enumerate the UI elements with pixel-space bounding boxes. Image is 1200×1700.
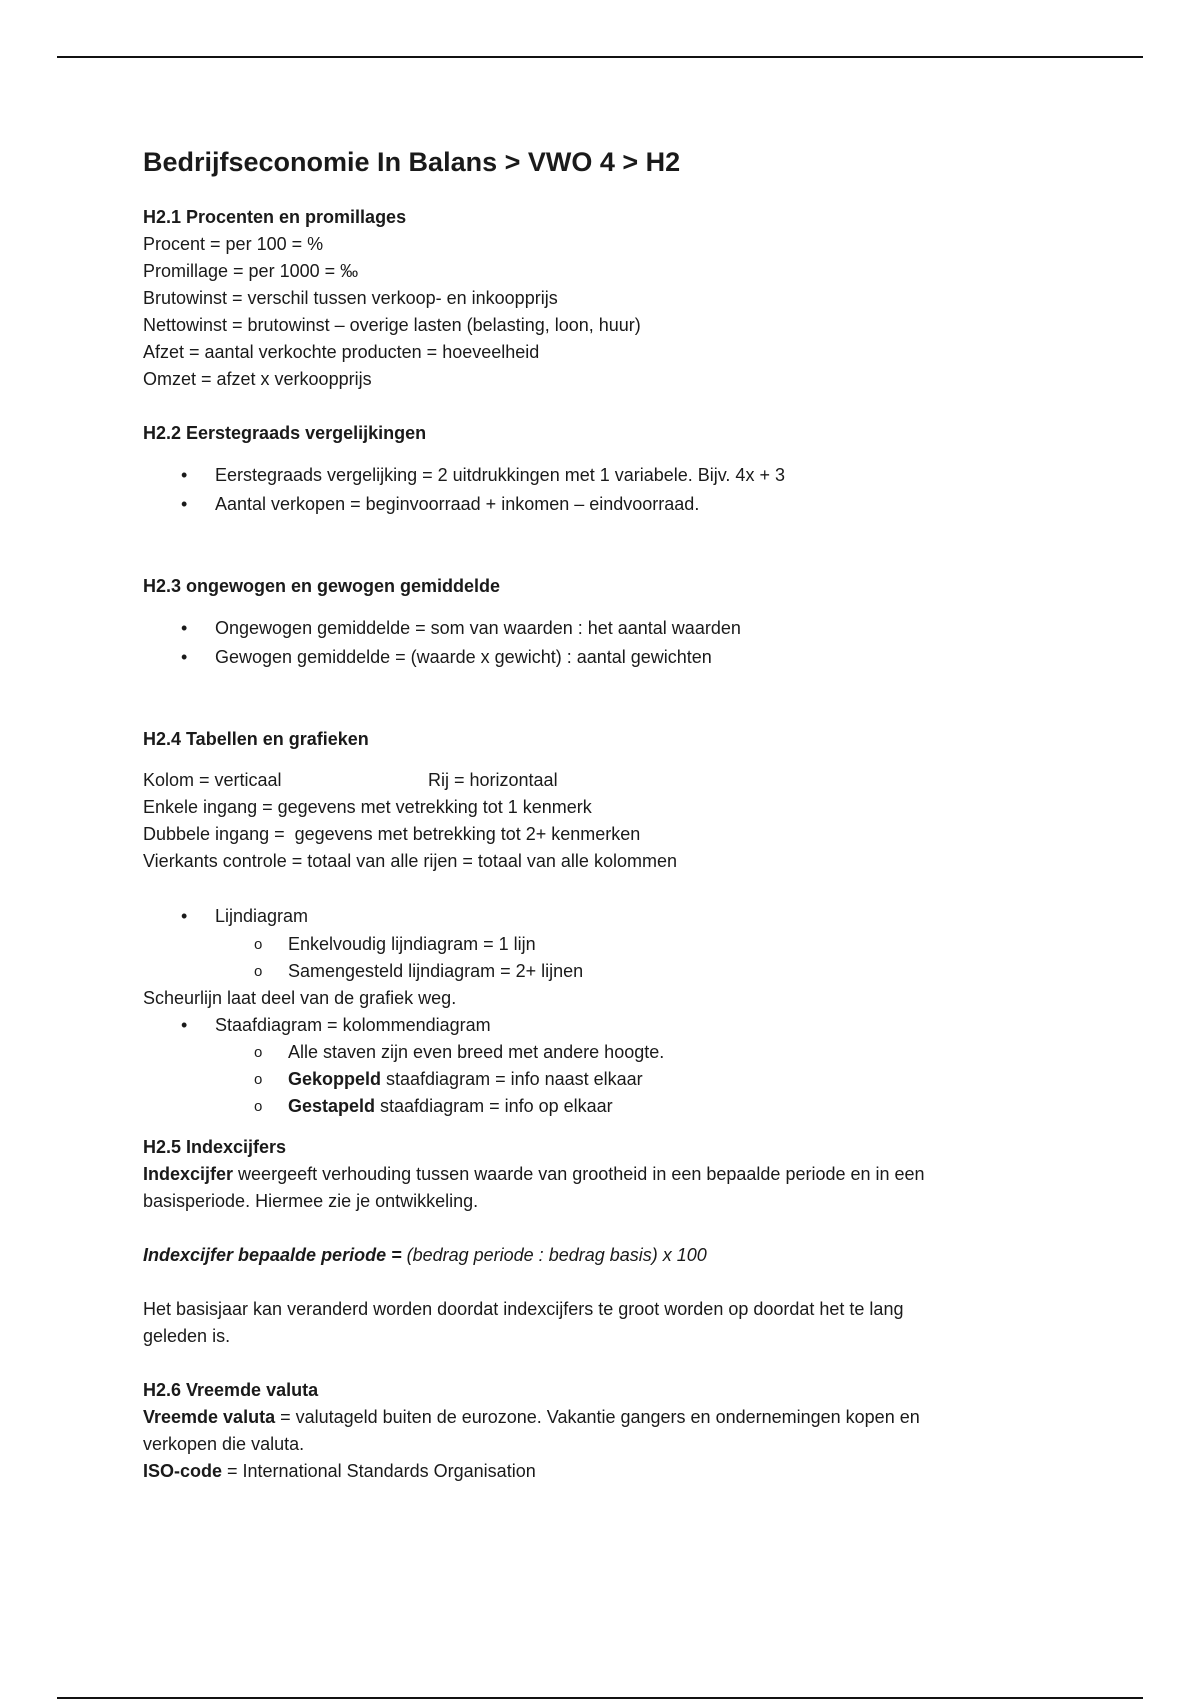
bullet-list [143,461,1043,519]
text-line: geleden is. [143,1326,231,1346]
header-rule [57,56,1143,58]
sub-list-item: o Samengesteld lijndiagram = 2+ lijnen [143,958,1043,985]
document-title: Bedrijfseconomie In Balans > VWO 4 > H2 [143,147,681,177]
bullet-list [143,902,1043,931]
circle-bullet-icon: o [254,1098,263,1115]
circle-bullet-icon: o [254,936,263,953]
bullet-list [143,614,1043,672]
text-line: Vierkants controle = totaal van alle rijen = totaal van alle kolommen [143,851,677,871]
text-line: Omzet = afzet x verkoopprijs [143,369,372,389]
section-heading-h2-1: H2.1 Procenten en promillages [143,207,407,227]
section-heading-h2-3: H2.3 ongewogen en gewogen gemiddelde [143,576,501,596]
text-line: ISO-code = International Standards Organisation [143,1461,536,1481]
list-item: • Ongewogen gemiddelde = som van waarden : het aantal waarden [143,614,1043,643]
bullet-icon: • [181,618,188,638]
list-item: • Gewogen gemiddelde = (waarde x gewicht) : aantal gewichten [143,643,1043,672]
text-line: Vreemde valuta = valutageld buiten de eurozone. Vakantie gangers en ondernemingen kopen en [143,1407,920,1427]
text-line: Nettowinst = brutowinst – overige lasten (belasting, loon, huur) [143,315,641,335]
list-item: • Aantal verkopen = beginvoorraad + inkomen – eindvoorraad. [143,490,1043,519]
sub-list [143,1039,1043,1120]
text-line: Brutowinst = verschil tussen verkoop- en inkoopprijs [143,288,558,308]
section-heading-h2-6: H2.6 Vreemde valuta [143,1380,319,1400]
text-line [143,767,1043,794]
rij-definition: Rij = horizontaal [428,770,558,790]
footer-rule [57,1697,1143,1699]
text-line: Indexcijfer weergeeft verhouding tussen waarde van grootheid in een bepaalde periode en in een [143,1164,925,1184]
sub-list-item: o Enkelvoudig lijndiagram = 1 lijn [143,931,1043,958]
list-item: • Staafdiagram = kolommendiagram [143,1012,1043,1039]
section-heading-h2-5: H2.5 Indexcijfers [143,1137,287,1157]
bullet-icon: • [181,465,188,485]
bullet-icon: • [181,494,188,514]
circle-bullet-icon: o [254,1044,263,1061]
bullet-icon: • [181,1015,188,1035]
bullet-icon: • [181,647,188,667]
bullet-icon: • [181,906,188,926]
list-item: • Lijndiagram [143,902,1043,931]
text-line: Procent = per 100 = % [143,234,324,254]
sub-list-item: o Gestapeld staafdiagram = info op elkaar [143,1093,1043,1120]
text-line: Promillage = per 1000 = ‰ [143,261,359,281]
formula-line: Indexcijfer bepaalde periode = (bedrag periode : bedrag basis) x 100 [143,1245,707,1265]
text-line: Scheurlijn laat deel van de grafiek weg. [143,988,457,1008]
text-line: verkopen die valuta. [143,1434,305,1454]
bullet-list [143,1012,1043,1039]
section-heading-h2-2: H2.2 Eerstegraads vergelijkingen [143,423,427,443]
kolom-definition: Kolom = verticaal [143,770,282,790]
sub-list-item: o Alle staven zijn even breed met andere hoogte. [143,1039,1043,1066]
text-line: Enkele ingang = gegevens met vetrekking tot 1 kenmerk [143,797,592,817]
text-line: Dubbele ingang = gegevens met betrekking tot 2+ kenmerken [143,824,641,844]
sub-list-item: o Gekoppeld staafdiagram = info naast elkaar [143,1066,1043,1093]
text-line: basisperiode. Hiermee zie je ontwikkeling. [143,1191,479,1211]
document-page [143,140,1043,1485]
list-item: • Eerstegraads vergelijking = 2 uitdrukkingen met 1 variabele. Bijv. 4x + 3 [143,461,1043,490]
circle-bullet-icon: o [254,1071,263,1088]
text-line: Het basisjaar kan veranderd worden doordat indexcijfers te groot worden op doordat het te lang [143,1299,904,1319]
circle-bullet-icon: o [254,963,263,980]
section-heading-h2-4: H2.4 Tabellen en grafieken [143,729,369,749]
sub-list [143,931,1043,985]
text-line: Afzet = aantal verkochte producten = hoeveelheid [143,342,540,362]
